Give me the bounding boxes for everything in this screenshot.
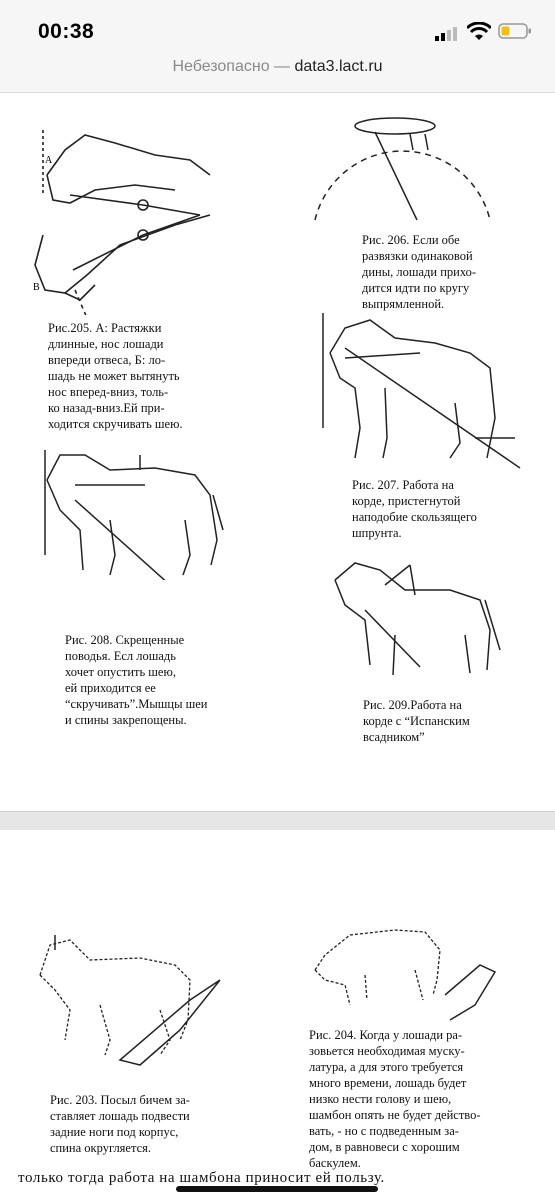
wifi-icon — [467, 22, 491, 42]
address-bar[interactable] — [0, 58, 555, 93]
status-bar — [0, 0, 555, 58]
figure-204-illustration — [305, 920, 500, 1030]
status-time: 00:38 — [38, 20, 95, 43]
caption-fig205: Рис.205. А: Растяжки длинные, нос лошади впереди отвеса, Б: ло- шадь не может вытянуть нос вперед-вниз, толь- ко назад-вниз.Ей при- ходится скручивать шею. — [48, 321, 183, 431]
figure-207-illustration — [315, 308, 530, 478]
figure-205-illustration — [25, 115, 225, 315]
caption-fig208: Рис. 208. Скрещенные поводья. Есл лошадь хочет опустить шею, ей приходится ее “скручивать”.Мышцы шеи и спины закрепощены. — [65, 633, 208, 727]
body-text-line: только тогда работа на шамбона приносит ей пользу. — [18, 1170, 385, 1186]
page-separator — [0, 811, 555, 831]
battery-icon — [498, 22, 532, 40]
url-domain: data3.lact.ru — [294, 58, 383, 75]
figure-206-illustration — [305, 110, 500, 230]
url-separator: — — [269, 58, 295, 75]
caption-fig206: Рис. 206. Если обе развязки одинаковой дины, лошади прихо- дится идти по кругу выпрямленной. — [362, 233, 477, 311]
figure-203-illustration — [30, 930, 230, 1070]
cellular-signal-icon — [435, 27, 457, 41]
figure-209-illustration — [325, 555, 510, 685]
insecure-label: Небезопасно — [172, 58, 270, 75]
caption-fig204: Рис. 204. Когда у лошади ра- зовьется необходимая муску- латура, а для этого требуется много времени, лошадь будет низко нести голову и шею, шамбон опять не будет действо- вать, - но с подведенным за- дом, в равновеси с хорошим баскулем. — [309, 1028, 481, 1170]
caption-fig203: Рис. 203. Посыл бичем за- ставляет лошадь подвести задние ноги под корпус, спина округляется. — [50, 1093, 190, 1155]
figure-208-illustration — [35, 440, 240, 580]
home-indicator[interactable] — [176, 1186, 378, 1192]
caption-fig209: Рис. 209.Работа на корде с “Испанским всадником” — [363, 698, 470, 744]
figure-label-a: A — [45, 155, 53, 166]
caption-fig207: Рис. 207. Работа на корде, пристегнутой наподобие скользящего шпрунта. — [352, 478, 477, 540]
figure-label-b: B — [33, 282, 40, 293]
